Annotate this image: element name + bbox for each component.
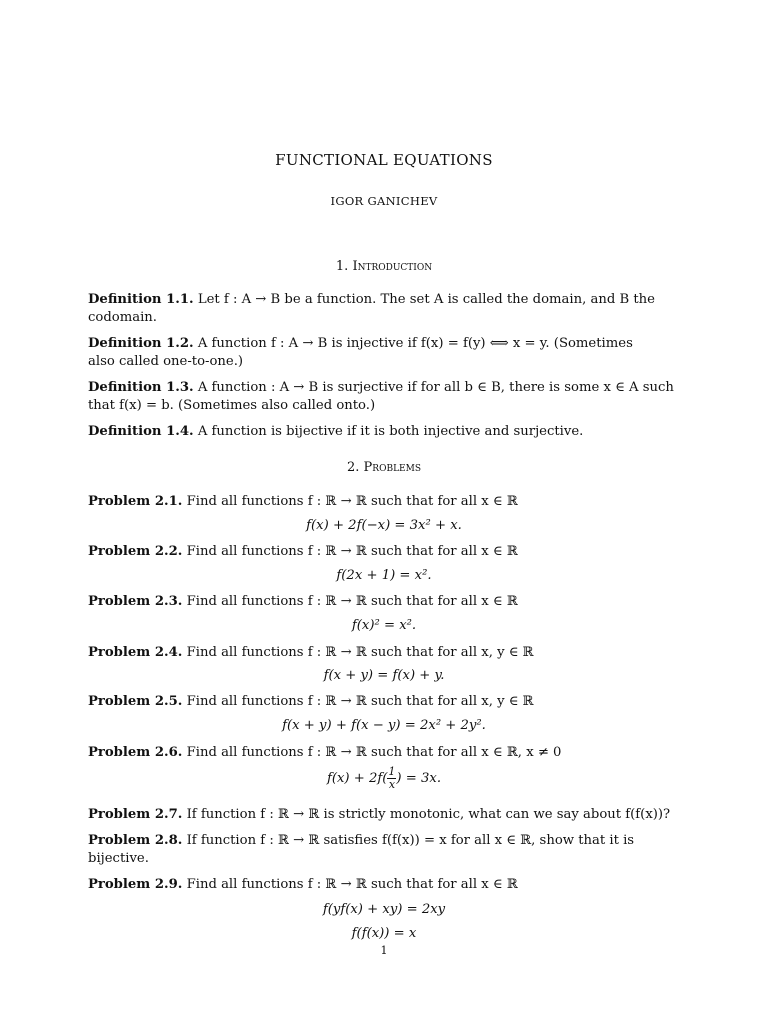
paper-title: FUNCTIONAL EQUATIONS xyxy=(275,151,493,169)
problem-label: Problem 2.6. xyxy=(88,745,183,760)
section-name: Introduction xyxy=(352,259,433,274)
problem-2-2 xyxy=(88,543,681,561)
problem-2-2-equation: f(2x + 1) = x². xyxy=(336,568,432,583)
problem-2-5-equation: f(x + y) + f(x − y) = 2x² + 2y². xyxy=(282,718,486,733)
problem-label: Problem 2.5. xyxy=(88,694,183,709)
definition-label: Definition 1.2. xyxy=(88,336,194,351)
problem-text: Find all functions f : ℝ → ℝ such that for all x, y ∈ ℝ xyxy=(186,694,534,709)
definition-label: Definition 1.4. xyxy=(88,424,194,439)
problem-2-7 xyxy=(88,806,681,824)
problem-2-4 xyxy=(88,644,681,662)
page-number: 1 xyxy=(380,944,388,957)
problem-2-9 xyxy=(88,876,681,894)
problem-label: Problem 2.1. xyxy=(88,494,183,509)
problem-text: If function f : ℝ → ℝ is strictly monotonic, what can we say about f(f(x))? xyxy=(186,807,671,822)
definition-text: A function f : A → B is injective if f(x) = f(y) ⟺ x = y. (Sometimes xyxy=(197,336,633,351)
problem-2-1-equation: f(x) + 2f(−x) = 3x² + x. xyxy=(306,518,462,533)
section-heading-introduction xyxy=(0,259,768,274)
paper-author: IGOR GANICHEV xyxy=(330,194,438,208)
problem-text: Find all functions f : ℝ → ℝ such that for all x ∈ ℝ, x ≠ 0 xyxy=(186,745,562,760)
problem-text: Find all functions f : ℝ → ℝ such that for all x ∈ ℝ xyxy=(186,494,518,509)
problem-2-3 xyxy=(88,593,681,611)
problem-text: If function f : ℝ → ℝ satisfies f(f(x)) = x for all x ∈ ℝ, show that it is xyxy=(186,833,635,848)
definition-text-cont: also called one-to-one.) xyxy=(88,354,244,369)
fraction-denominator: x xyxy=(388,778,396,791)
section-heading-problems xyxy=(0,460,768,475)
problem-text: Find all functions f : ℝ → ℝ such that for all x ∈ ℝ xyxy=(186,544,518,559)
definition-1-2 xyxy=(88,335,681,371)
equation-right: ) = 3x. xyxy=(396,771,442,786)
problem-label: Problem 2.2. xyxy=(88,544,183,559)
problem-2-9-equation-2: f(f(x)) = x xyxy=(351,926,417,941)
problem-2-1 xyxy=(88,493,681,511)
problem-2-6-equation xyxy=(0,766,768,791)
fraction-numerator: 1 xyxy=(388,765,396,778)
section-number: 2. xyxy=(347,460,360,475)
section-number: 1. xyxy=(335,259,349,274)
problem-2-4-equation: f(x + y) = f(x) + y. xyxy=(323,668,445,683)
problem-label: Problem 2.3. xyxy=(88,594,183,609)
section-name: Problems xyxy=(363,460,421,475)
problem-text: Find all functions f : ℝ → ℝ such that for all x ∈ ℝ xyxy=(186,594,518,609)
problem-label: Problem 2.7. xyxy=(88,807,183,822)
problem-label: Problem 2.4. xyxy=(88,645,183,660)
definition-text: A function is bijective if it is both injective and surjective. xyxy=(197,424,584,439)
definition-text-cont: that f(x) = b. (Sometimes also called onto.) xyxy=(88,398,376,413)
problem-2-9-equation-1: f(yf(x) + xy) = 2xy xyxy=(322,902,446,917)
problem-2-3-equation: f(x)² = x². xyxy=(351,618,417,633)
equation-left: f(x) + 2f( xyxy=(326,771,388,786)
definition-text-cont: codomain. xyxy=(88,310,157,325)
definition-1-4 xyxy=(88,423,681,441)
problem-2-6 xyxy=(88,744,681,762)
definition-text: Let f : A → B be a function. The set A is called the domain, and B the xyxy=(197,292,655,307)
definition-1-1 xyxy=(88,291,681,327)
definition-text: A function : A → B is surjective if for all b ∈ B, there is some x ∈ A such xyxy=(197,380,674,395)
problem-2-5 xyxy=(88,693,681,711)
definition-1-3 xyxy=(88,379,681,415)
definition-label: Definition 1.1. xyxy=(88,292,194,307)
problem-label: Problem 2.9. xyxy=(88,877,183,892)
problem-text-cont: bijective. xyxy=(88,851,149,866)
problem-2-8 xyxy=(88,832,681,868)
problem-label: Problem 2.8. xyxy=(88,833,183,848)
definition-label: Definition 1.3. xyxy=(88,380,194,395)
problem-text: Find all functions f : ℝ → ℝ such that for all x, y ∈ ℝ xyxy=(186,645,534,660)
problem-text: Find all functions f : ℝ → ℝ such that for all x ∈ ℝ xyxy=(186,877,518,892)
